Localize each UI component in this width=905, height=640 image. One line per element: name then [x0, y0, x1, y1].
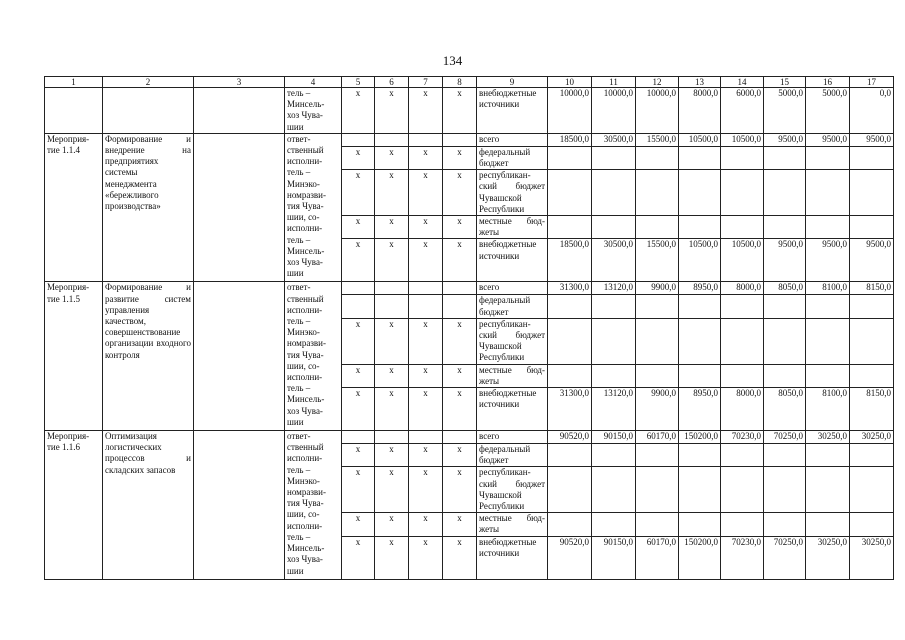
mark-cell: x: [342, 170, 375, 216]
value-cell: [548, 170, 592, 216]
value-cell: 18500,0: [548, 133, 592, 146]
value-cell: 6000,0: [721, 88, 764, 134]
mark-cell: [409, 431, 443, 444]
value-cell: 8100,0: [806, 388, 850, 431]
value-cell: 8950,0: [679, 282, 721, 295]
value-cell: [636, 216, 679, 239]
mark-cell: x: [342, 88, 375, 134]
value-cell: [850, 216, 894, 239]
mark-cell: x: [342, 239, 375, 282]
value-cell: 13120,0: [592, 282, 636, 295]
mark-cell: x: [409, 216, 443, 239]
mark-cell: x: [443, 388, 477, 431]
value-cell: [636, 318, 679, 364]
value-cell: 30500,0: [592, 239, 636, 282]
value-cell: [721, 318, 764, 364]
value-cell: [721, 513, 764, 536]
column3-cell: [194, 282, 285, 431]
value-cell: 13120,0: [592, 388, 636, 431]
value-cell: [721, 216, 764, 239]
mark-cell: x: [409, 364, 443, 387]
mark-cell: [443, 295, 477, 318]
value-cell: [679, 318, 721, 364]
value-cell: 9500,0: [850, 133, 894, 146]
value-cell: 5000,0: [806, 88, 850, 134]
mark-cell: x: [409, 318, 443, 364]
table-body: [45, 77, 894, 580]
column-header: 17: [850, 77, 894, 88]
value-cell: 18500,0: [548, 239, 592, 282]
mark-cell: [375, 282, 409, 295]
table-row: [45, 282, 894, 295]
mark-cell: x: [375, 239, 409, 282]
value-cell: [636, 146, 679, 169]
value-cell: [548, 295, 592, 318]
mark-cell: x: [409, 388, 443, 431]
event-name: Формирование и развитие систем управления качеством, совершенствование организации входного контроля: [103, 282, 194, 431]
mark-cell: x: [409, 239, 443, 282]
page-number: 134: [442, 53, 463, 68]
value-cell: [806, 513, 850, 536]
value-cell: [764, 467, 806, 513]
event-label-cell: [45, 88, 103, 134]
header-row: [45, 77, 894, 88]
value-cell: [764, 318, 806, 364]
value-cell: 15500,0: [636, 133, 679, 146]
value-cell: [850, 364, 894, 387]
value-cell: 10000,0: [592, 88, 636, 134]
value-cell: [764, 444, 806, 467]
value-cell: 8000,0: [721, 282, 764, 295]
column-header: 14: [721, 77, 764, 88]
value-cell: [764, 513, 806, 536]
mark-cell: x: [443, 170, 477, 216]
value-cell: [592, 318, 636, 364]
column-header: 9: [477, 77, 548, 88]
mark-cell: x: [409, 146, 443, 169]
column-header: 15: [764, 77, 806, 88]
column-header: 11: [592, 77, 636, 88]
value-cell: [548, 216, 592, 239]
mark-cell: x: [443, 364, 477, 387]
value-cell: [548, 467, 592, 513]
value-cell: 8100,0: [806, 282, 850, 295]
value-cell: 60170,0: [636, 536, 679, 579]
mark-cell: x: [443, 216, 477, 239]
value-cell: [850, 146, 894, 169]
value-cell: [806, 364, 850, 387]
funding-source: внебюджетные источники: [477, 88, 548, 134]
value-cell: [679, 364, 721, 387]
funding-source: республикан-ский бюджет Чувашской Республики: [477, 170, 548, 216]
mark-cell: [443, 282, 477, 295]
value-cell: 70230,0: [721, 536, 764, 579]
value-cell: 8000,0: [679, 88, 721, 134]
value-cell: 31300,0: [548, 282, 592, 295]
value-cell: [636, 364, 679, 387]
value-cell: 90150,0: [592, 431, 636, 444]
column3-cell: [194, 133, 285, 282]
value-cell: [679, 467, 721, 513]
mark-cell: x: [375, 536, 409, 579]
value-cell: [636, 444, 679, 467]
value-cell: [679, 295, 721, 318]
event-label: Мероприя- тие 1.1.6: [45, 431, 103, 580]
value-cell: 30250,0: [806, 431, 850, 444]
value-cell: 30250,0: [850, 536, 894, 579]
value-cell: 9500,0: [806, 239, 850, 282]
mark-cell: x: [409, 513, 443, 536]
value-cell: [548, 513, 592, 536]
value-cell: [806, 467, 850, 513]
value-cell: [850, 513, 894, 536]
value-cell: 31300,0: [548, 388, 592, 431]
value-cell: 9900,0: [636, 388, 679, 431]
value-cell: [679, 170, 721, 216]
mark-cell: x: [375, 146, 409, 169]
value-cell: [548, 318, 592, 364]
value-cell: [721, 295, 764, 318]
mark-cell: [443, 133, 477, 146]
value-cell: [806, 146, 850, 169]
column-header: 5: [342, 77, 375, 88]
value-cell: 10500,0: [721, 239, 764, 282]
value-cell: [592, 216, 636, 239]
value-cell: [721, 170, 764, 216]
mark-cell: x: [342, 388, 375, 431]
mark-cell: x: [443, 239, 477, 282]
value-cell: [850, 444, 894, 467]
mark-cell: x: [409, 536, 443, 579]
event-name-cell: [103, 88, 194, 134]
mark-cell: x: [342, 444, 375, 467]
funding-source: всего: [477, 282, 548, 295]
value-cell: [764, 170, 806, 216]
mark-cell: x: [342, 146, 375, 169]
value-cell: [548, 146, 592, 169]
value-cell: 30250,0: [806, 536, 850, 579]
mark-cell: x: [342, 364, 375, 387]
value-cell: 70250,0: [764, 536, 806, 579]
column-header: 8: [443, 77, 477, 88]
column-header: 4: [285, 77, 342, 88]
value-cell: 8950,0: [679, 388, 721, 431]
mark-cell: x: [342, 536, 375, 579]
mark-cell: x: [443, 467, 477, 513]
event-name: Формирование и внедрение на предприятиях системы менеджмента «бережливого производства»: [103, 133, 194, 282]
value-cell: 10000,0: [548, 88, 592, 134]
mark-cell: x: [409, 444, 443, 467]
value-cell: 8050,0: [764, 388, 806, 431]
value-cell: [806, 216, 850, 239]
event-name: Оптимизация логистических процессов и складских запасов: [103, 431, 194, 580]
value-cell: [806, 170, 850, 216]
value-cell: [764, 146, 806, 169]
value-cell: 8150,0: [850, 388, 894, 431]
column-header: 12: [636, 77, 679, 88]
value-cell: [636, 295, 679, 318]
mark-cell: [342, 133, 375, 146]
value-cell: [592, 295, 636, 318]
value-cell: [679, 146, 721, 169]
mark-cell: x: [375, 444, 409, 467]
funding-source: внебюджетные источники: [477, 536, 548, 579]
column-header: 16: [806, 77, 850, 88]
column-header: 13: [679, 77, 721, 88]
mark-cell: x: [375, 364, 409, 387]
value-cell: [764, 216, 806, 239]
value-cell: 150200,0: [679, 536, 721, 579]
value-cell: 70250,0: [764, 431, 806, 444]
funding-source: республикан-ский бюджет Чувашской Республики: [477, 318, 548, 364]
value-cell: [548, 444, 592, 467]
table-row: [45, 133, 894, 146]
column-header: 6: [375, 77, 409, 88]
mark-cell: x: [375, 513, 409, 536]
value-cell: 8150,0: [850, 282, 894, 295]
executor-cell: ответ- ственный исполни- тель – Минэко- номразви- тия Чува- шии, со- исполни- тель – Минсель- хоз Чува- шии: [285, 282, 342, 431]
mark-cell: x: [375, 388, 409, 431]
mark-cell: [375, 133, 409, 146]
value-cell: [636, 513, 679, 536]
value-cell: [850, 318, 894, 364]
value-cell: 9500,0: [850, 239, 894, 282]
mark-cell: x: [443, 318, 477, 364]
value-cell: [679, 513, 721, 536]
funding-source: местные бюд-жеты: [477, 513, 548, 536]
mark-cell: x: [409, 170, 443, 216]
value-cell: [806, 444, 850, 467]
mark-cell: x: [443, 444, 477, 467]
value-cell: [721, 146, 764, 169]
value-cell: 90520,0: [548, 431, 592, 444]
funding-source: местные бюд-жеты: [477, 364, 548, 387]
mark-cell: [409, 133, 443, 146]
value-cell: [764, 295, 806, 318]
continuation-row: [45, 88, 894, 134]
funding-source: федеральный бюджет: [477, 444, 548, 467]
table-row: [45, 431, 894, 444]
value-cell: [679, 444, 721, 467]
value-cell: 10500,0: [679, 239, 721, 282]
value-cell: [764, 364, 806, 387]
value-cell: 90150,0: [592, 536, 636, 579]
value-cell: 10500,0: [721, 133, 764, 146]
mark-cell: x: [375, 170, 409, 216]
mark-cell: x: [375, 88, 409, 134]
value-cell: 30500,0: [592, 133, 636, 146]
executor-cell: тель – Минсель- хоз Чува- шии: [285, 88, 342, 134]
value-cell: 5000,0: [764, 88, 806, 134]
executor-cell: ответ- ственный исполни- тель – Минэко- номразви- тия Чува- шии, со- исполни- тель – Минсель- хоз Чува- шии: [285, 133, 342, 282]
event-label: Мероприя- тие 1.1.4: [45, 133, 103, 282]
value-cell: 9500,0: [764, 239, 806, 282]
funding-source: всего: [477, 431, 548, 444]
value-cell: [636, 467, 679, 513]
funding-source: федеральный бюджет: [477, 146, 548, 169]
value-cell: [721, 467, 764, 513]
mark-cell: x: [443, 513, 477, 536]
mark-cell: [375, 295, 409, 318]
mark-cell: x: [409, 467, 443, 513]
value-cell: 8050,0: [764, 282, 806, 295]
column-header: 1: [45, 77, 103, 88]
funding-source: всего: [477, 133, 548, 146]
value-cell: [636, 170, 679, 216]
mark-cell: [375, 431, 409, 444]
mark-cell: [342, 282, 375, 295]
value-cell: [679, 216, 721, 239]
value-cell: [592, 513, 636, 536]
funding-source: внебюджетные источники: [477, 388, 548, 431]
value-cell: 90520,0: [548, 536, 592, 579]
mark-cell: x: [342, 318, 375, 364]
value-cell: [806, 295, 850, 318]
value-cell: [592, 467, 636, 513]
value-cell: [548, 364, 592, 387]
value-cell: 9500,0: [806, 133, 850, 146]
executor-cell: ответ- ственный исполни- тель – Минэко- номразви- тия Чува- шии, со- исполни- тель – Минсель- хоз Чува- шии: [285, 431, 342, 580]
budget-table: [44, 76, 894, 580]
value-cell: 0,0: [850, 88, 894, 134]
funding-source: республикан-ский бюджет Чувашской Республики: [477, 467, 548, 513]
value-cell: [592, 170, 636, 216]
value-cell: [592, 444, 636, 467]
value-cell: [850, 170, 894, 216]
mark-cell: [342, 295, 375, 318]
value-cell: [850, 295, 894, 318]
event-label: Мероприя- тие 1.1.5: [45, 282, 103, 431]
value-cell: 9500,0: [764, 133, 806, 146]
mark-cell: x: [342, 513, 375, 536]
value-cell: 15500,0: [636, 239, 679, 282]
value-cell: 10000,0: [636, 88, 679, 134]
mark-cell: x: [375, 318, 409, 364]
value-cell: [721, 364, 764, 387]
column3-cell: [194, 88, 285, 134]
column-header: 2: [103, 77, 194, 88]
mark-cell: x: [342, 216, 375, 239]
value-cell: [721, 444, 764, 467]
value-cell: [592, 146, 636, 169]
column-header: 10: [548, 77, 592, 88]
value-cell: 10500,0: [679, 133, 721, 146]
funding-source: местные бюд-жеты: [477, 216, 548, 239]
value-cell: 9900,0: [636, 282, 679, 295]
mark-cell: [409, 282, 443, 295]
mark-cell: x: [375, 467, 409, 513]
mark-cell: [443, 431, 477, 444]
mark-cell: x: [409, 88, 443, 134]
mark-cell: x: [443, 88, 477, 134]
value-cell: 60170,0: [636, 431, 679, 444]
value-cell: [592, 364, 636, 387]
value-cell: 70230,0: [721, 431, 764, 444]
value-cell: 150200,0: [679, 431, 721, 444]
column-header: 7: [409, 77, 443, 88]
mark-cell: x: [443, 536, 477, 579]
mark-cell: x: [342, 467, 375, 513]
value-cell: [806, 318, 850, 364]
mark-cell: [409, 295, 443, 318]
funding-source: внебюджетные источники: [477, 239, 548, 282]
mark-cell: x: [375, 216, 409, 239]
value-cell: [850, 467, 894, 513]
funding-source: федеральный бюджет: [477, 295, 548, 318]
value-cell: 30250,0: [850, 431, 894, 444]
mark-cell: x: [443, 146, 477, 169]
value-cell: 8000,0: [721, 388, 764, 431]
column-header: 3: [194, 77, 285, 88]
mark-cell: [342, 431, 375, 444]
column3-cell: [194, 431, 285, 580]
